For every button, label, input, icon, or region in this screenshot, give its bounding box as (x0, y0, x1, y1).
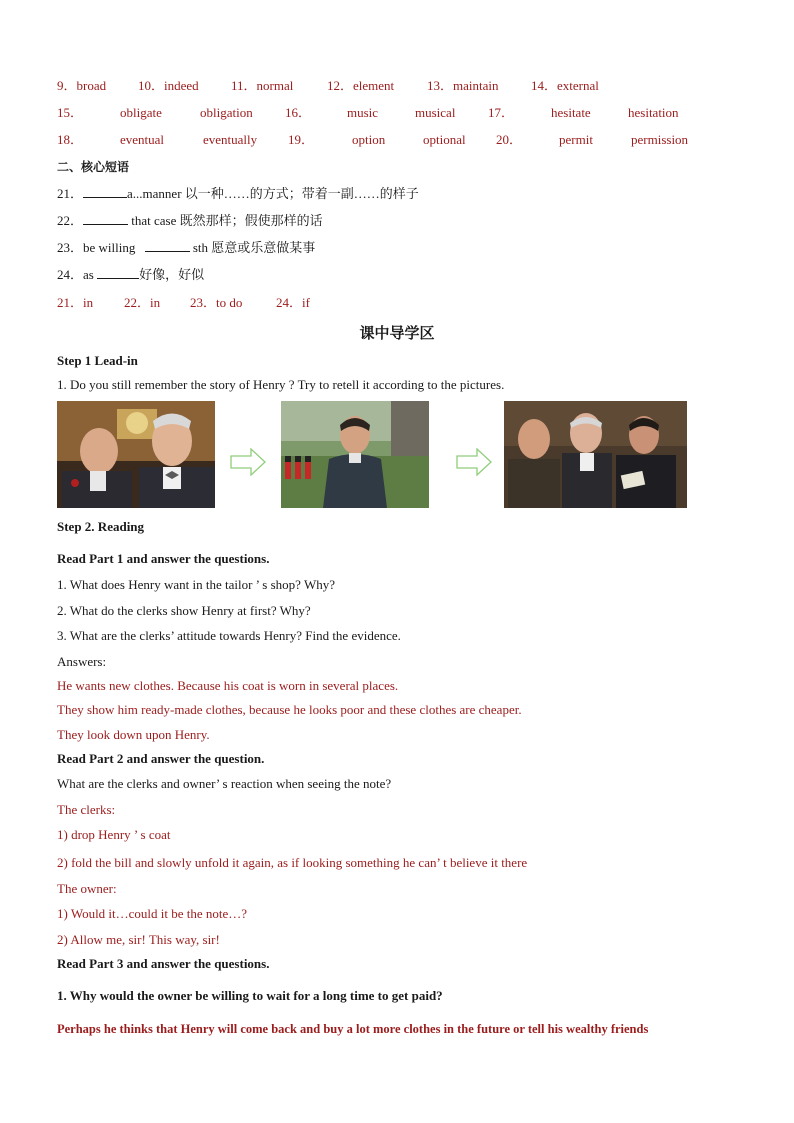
answer-item: 24．if (276, 295, 310, 310)
vocab-item: musical (415, 105, 456, 120)
phrase-text: sth 愿意或乐意做某事 (189, 240, 316, 255)
question-text: What are the clerks and owner’ s reaction when seeing the note? (57, 776, 392, 791)
vocab-item: 13．maintain (427, 78, 499, 93)
story-picture-2 (281, 401, 429, 508)
vocab-item: optional (423, 132, 466, 147)
vocab-item: 18． (57, 132, 84, 147)
answer-text: Perhaps he thinks that Henry will come back and buy a lot more clothes in the future or tell his wealthy friends (57, 1022, 649, 1036)
vocab-item: 12．element (327, 78, 395, 93)
phrase-item (57, 267, 204, 283)
question-text: 3. What are the clerks’ attitude towards Henry? Find the evidence. (57, 628, 401, 643)
answer-item: 22．in (124, 295, 161, 310)
vocab-item: hesitate (551, 105, 591, 120)
vocab-item: 11．normal (231, 78, 294, 93)
answer-blank[interactable] (145, 240, 190, 252)
vocab-item: eventually (203, 132, 258, 147)
vocab-item: permission (631, 132, 689, 147)
phrase-item (57, 186, 419, 202)
phrase-number: 21． (57, 186, 84, 201)
answer-blank[interactable] (97, 267, 139, 279)
answer-text: 2) fold the bill and slowly unfold it again, as if looking something he can’ t believe it there (57, 855, 528, 870)
vocab-item: music (347, 105, 379, 120)
section-title: 课中导学区 (359, 324, 435, 342)
answers-label: Answers: (57, 654, 107, 669)
question-text: 1. Why would the owner be willing to wait for a long time to get paid? (57, 988, 443, 1003)
answer-text: 2) Allow me, sir! This way, sir! (57, 932, 220, 947)
vocab-item: 16． (285, 105, 312, 120)
vocab-item: 15． (57, 105, 84, 120)
phrase-text: as (83, 267, 98, 282)
phrase-text: a...manner 以一种……的方式；带着一副……的样子 (127, 186, 419, 201)
part-heading: Read Part 1 and answer the questions. (57, 551, 270, 566)
story-picture-1 (57, 401, 215, 508)
answer-item: 23．to do (190, 295, 243, 310)
phrase-text: be willing (83, 240, 139, 255)
answer-text: They look down upon Henry. (57, 727, 210, 742)
step-heading: Step 1 Lead-in (57, 353, 138, 368)
answer-label: The owner: (57, 881, 117, 896)
phrase-text: that case 既然那样；假使那样的话 (128, 213, 323, 228)
answer-label: The clerks: (57, 802, 116, 817)
vocab-item: eventual (120, 132, 165, 147)
question-text: 1. What does Henry want in the tailor ’ s shop? Why? (57, 577, 335, 592)
phrase-number: 23． (57, 240, 84, 255)
answer-text: 1) Would it…could it be the note…? (57, 906, 248, 921)
answer-text: They show him ready-made clothes, because he looks poor and these clothes are cheaper. (57, 702, 522, 717)
part-heading: Read Part 2 and answer the question. (57, 751, 265, 766)
vocab-item: obligation (200, 105, 253, 120)
arrow-right-icon (456, 448, 492, 480)
vocab-item: option (352, 132, 386, 147)
section-heading: 二、核心短语 (57, 160, 130, 174)
arrow-right-icon (230, 448, 266, 480)
vocab-item: permit (559, 132, 593, 147)
answer-blank[interactable] (83, 186, 127, 198)
vocab-item: obligate (120, 105, 162, 120)
answer-text: He wants new clothes. Because his coat is worn in several places. (57, 678, 399, 693)
question-text: 2. What do the clerks show Henry at first? Why? (57, 603, 311, 618)
part-heading: Read Part 3 and answer the questions. (57, 956, 270, 971)
question-text: 1. Do you still remember the story of Henry ? Try to retell it according to the pictures. (57, 377, 505, 392)
vocab-item: 17． (488, 105, 515, 120)
phrase-text: 好像，好似 (139, 267, 205, 282)
story-picture-3 (504, 401, 687, 508)
answer-text: 1) drop Henry ’ s coat (57, 827, 171, 842)
vocab-item: 14．external (531, 78, 599, 93)
phrase-number: 24． (57, 267, 84, 282)
step-heading: Step 2. Reading (57, 519, 145, 534)
vocab-item: 19． (288, 132, 315, 147)
vocab-item: 9．broad (57, 78, 107, 93)
vocab-item: 10．indeed (138, 78, 199, 93)
answer-blank[interactable] (83, 213, 128, 225)
answer-item: 21．in (57, 295, 94, 310)
phrase-item (57, 213, 323, 229)
phrase-number: 22． (57, 213, 84, 228)
vocab-item: 20． (496, 132, 523, 147)
vocab-item: hesitation (628, 105, 679, 120)
phrase-item (57, 240, 315, 256)
